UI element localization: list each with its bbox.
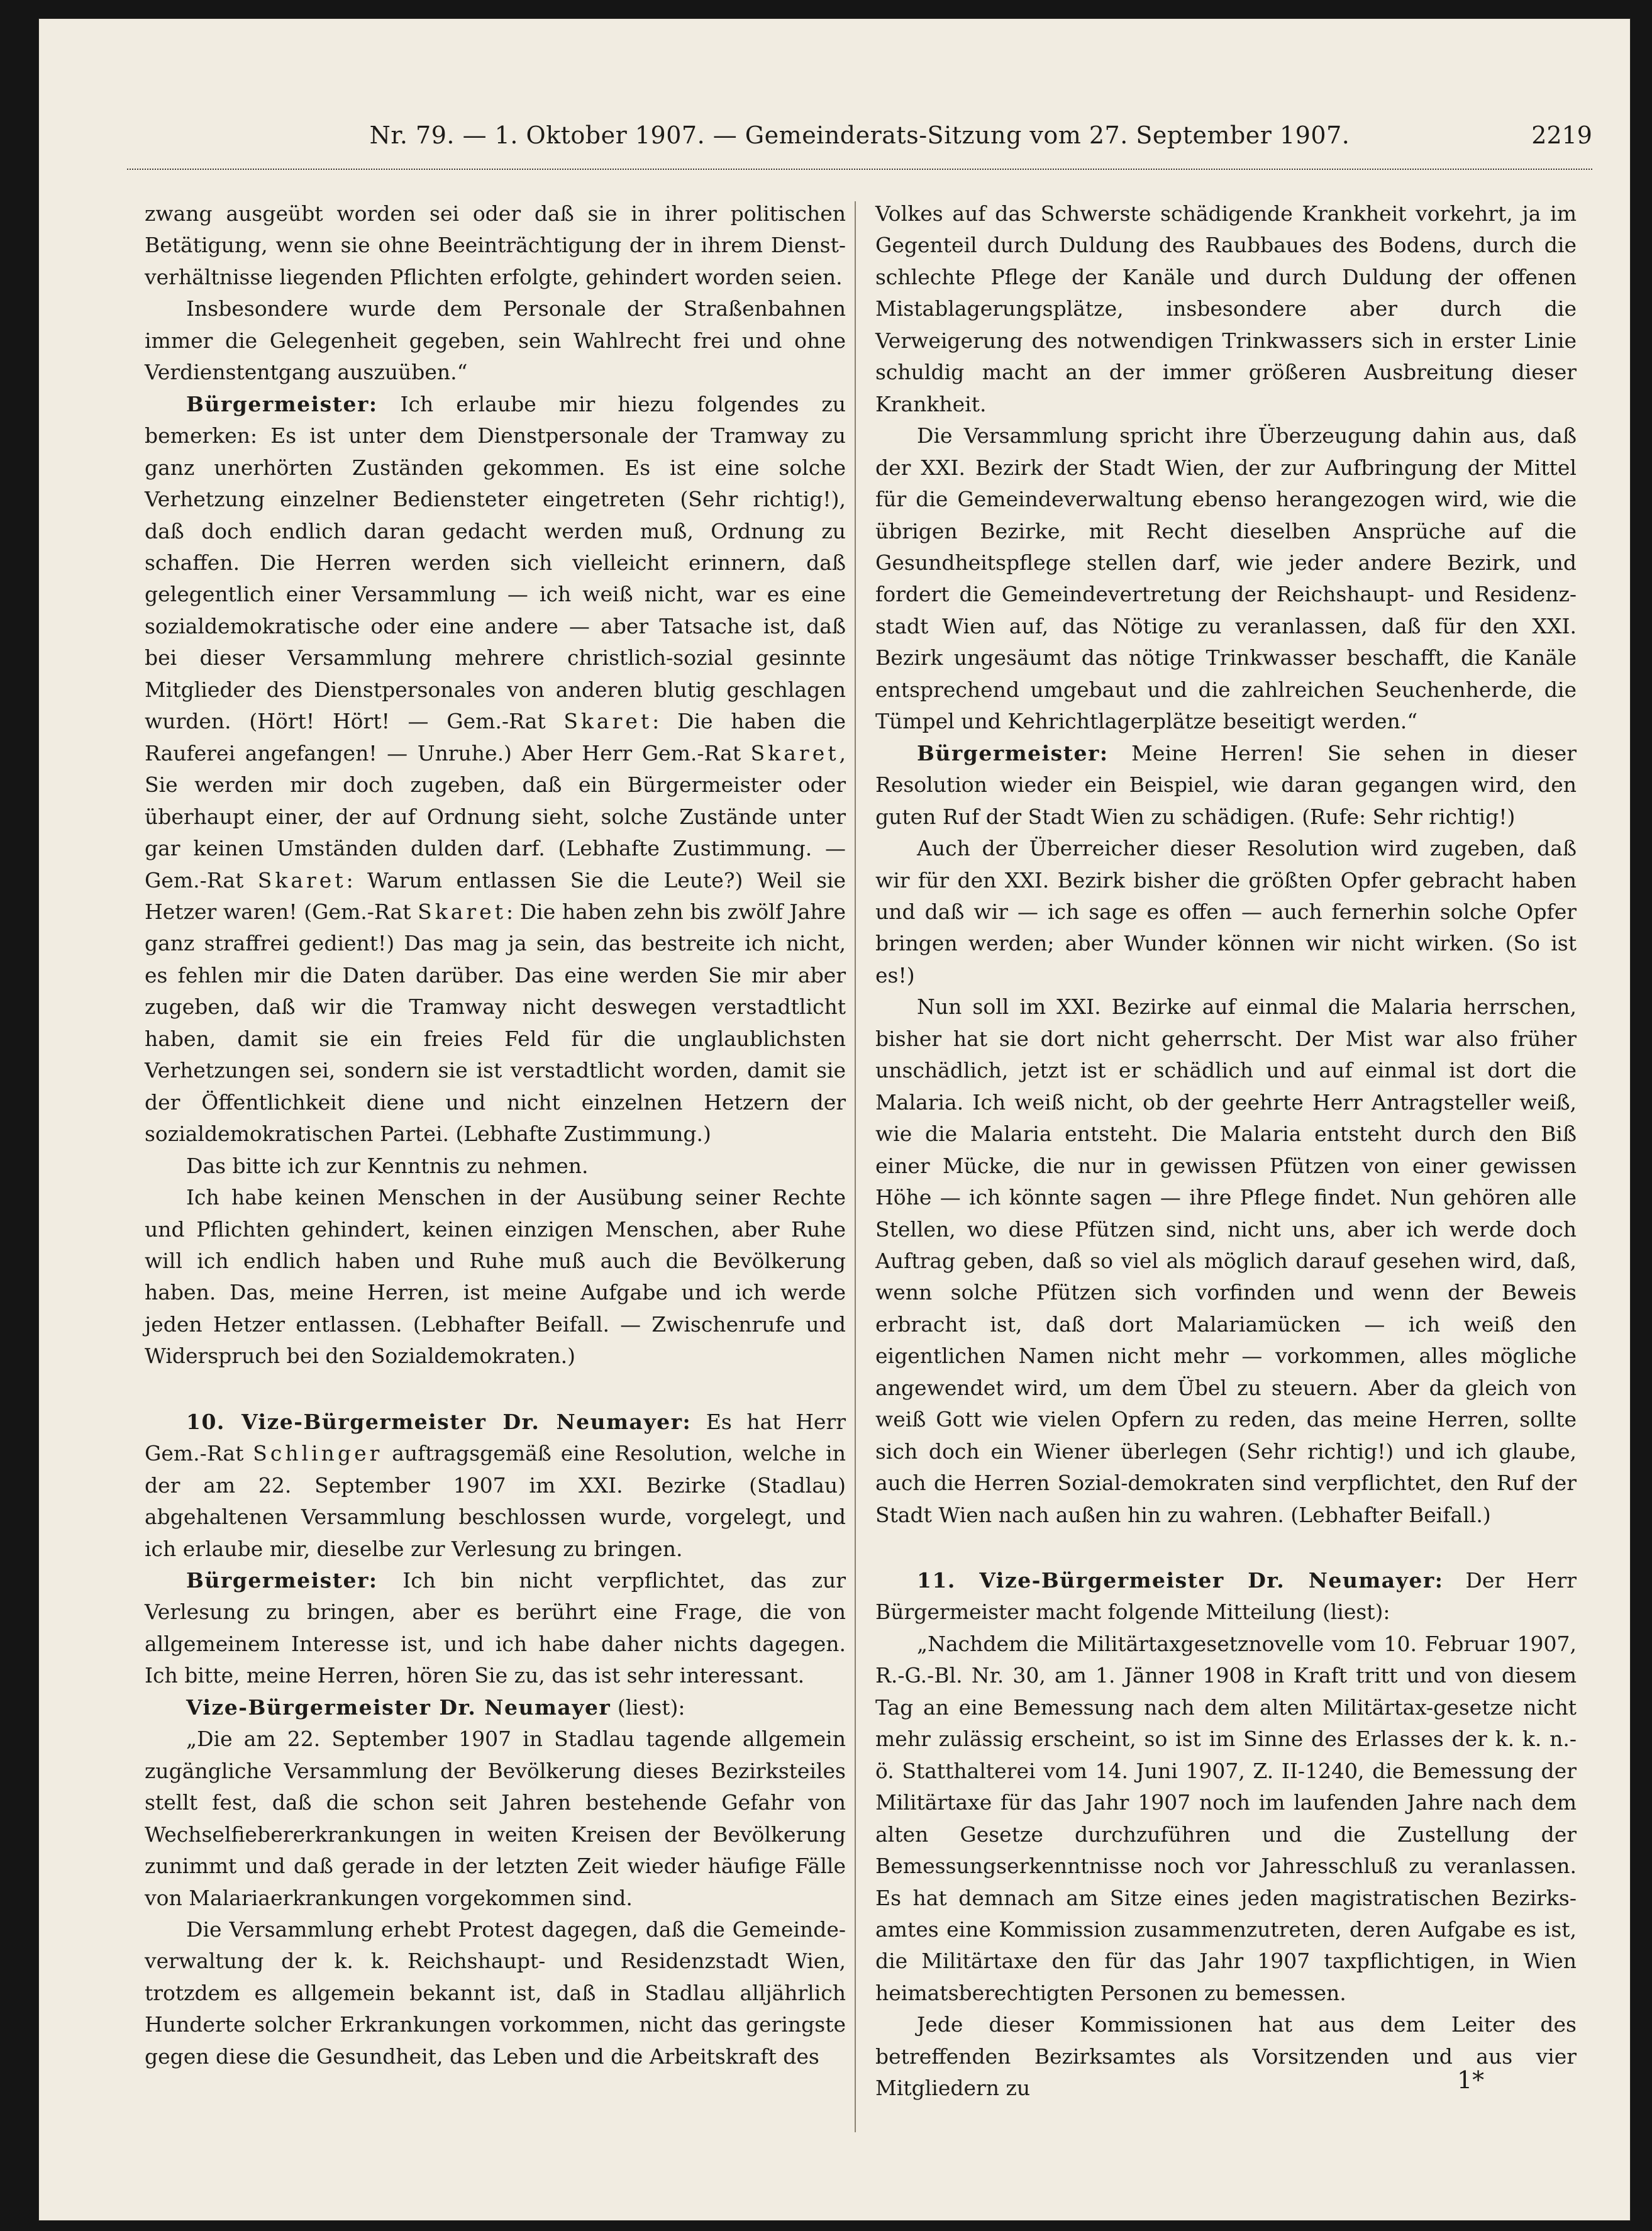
speech-text: : Die haben zehn bis zwölf Jahre ganz straffrei gedient!) Das mag ja sein, das bestreite ich nicht, es fehlen mir die Daten darüber. Das eine werden Sie mir aber zugeben, daß wir die Tramway nicht deswegen verstadtlicht haben, damit sie ein freies Feld für die unglaublichsten Verhetzungen sei, sondern sie ist verstadtlicht worden, damit sie der Öffentlichkeit diene und nicht einzelnen Hetzern der sozialdemokratischen Partei. (Lebhafte Zustimmung.) (145, 899, 846, 1147)
left-column (145, 198, 846, 2072)
speech-text: Der Herr Bürgermeister macht folgende Mitteilung (liest): (875, 1568, 1577, 1625)
speech-text: auftragsgemäß eine Resolution, welche in der am 22. September 1907 im XXI. Bezirke (Stadlau) abgehaltenen Versammlung beschlossen wurde, vorgelegt, und ich erlaube mir, dieselbe zur Verlesung zu bringen. (145, 1441, 846, 1561)
speech-text: : Warum entlassen Sie die Leute?) Weil sie Hetzer waren! (Gem.-Rat (145, 867, 846, 924)
speech-buergermeister (875, 738, 1577, 833)
right-column (875, 198, 1577, 2105)
speech-text: , Sie werden mir doch zugeben, daß ein Bürgermeister oder überhaupt einer, der auf Ordnung sieht, solche Zustände unter gar keinen Umständen dulden darf. (Lebhafte Zustimmung. — Gem.-Rat (145, 740, 846, 893)
paragraph: zwang ausgeübt worden sei oder daß sie in ihrer politischen Betätigung, wenn sie ohne Beeinträchtigung der in ihrem Dienst-verhältnisse liegenden Pflichten erfolgte, gehindert worden seien. (145, 201, 846, 289)
paragraph: Ich habe keinen Menschen in der Ausübung seiner Rechte und Pflichten gehindert, keinen einzigen Menschen, aber Ruhe will ich endlich haben und Ruhe muß auch die Bevölkerung haben. Das, meine Herren, ist meine Aufgabe und ich werde jeden Hetzer entlassen. (Lebhafter Beifall. — Zwischenrufe und Widerspruch bei den Sozialdemokraten.) (145, 1185, 846, 1369)
speech-text: Meine Herren! Sie sehen in dieser Resolution wieder ein Beispiel, wie daran gegangen wird, den guten Ruf der Stadt Wien zu schädigen. (Rufe: Sehr richtig!) (875, 740, 1577, 829)
page-number: 2219 (1531, 121, 1592, 149)
speaker-name: Bürgermeister: (186, 391, 378, 416)
speech-buergermeister (145, 389, 846, 1150)
page-header (127, 113, 1592, 157)
communication-text: Jede dieser Kommissionen hat aus dem Leiter des betreffenden Bezirksamtes als Vorsitzenden und aus vier Mitgliedern zu (875, 2012, 1577, 2101)
paragraph: Das bitte ich zur Kenntnis zu nehmen. (186, 1153, 589, 1178)
interjector-name: Skaret (750, 740, 840, 765)
speaker-name: 10. Vize-Bürgermeister Dr. Neumayer: (186, 1409, 692, 1434)
speaker-name: 11. Vize-Bürgermeister Dr. Neumayer: (917, 1568, 1444, 1593)
interjector-name: Skaret (563, 709, 653, 734)
paragraph: Auch der Überreicher dieser Resolution wird zugeben, daß wir für den XXI. Bezirk bisher die größten Opfer gebracht haben und daß wir — ich sage es offen — auch fernerhin solche Opfer bringen werden; aber Wunder können wir nicht wirken. (So ist es!) (875, 836, 1577, 988)
column-divider (855, 201, 856, 2132)
interjector-name: Skaret (257, 867, 346, 893)
speech-text: Es hat Herr Gem.-Rat (145, 1409, 846, 1466)
interjector-name: Skaret (418, 899, 506, 924)
paragraph: Nun soll im XXI. Bezirke auf einmal die Malaria herrschen, bisher hat sie dort nicht geherrscht. Der Mist war also früher unschädlich, jetzt ist er schädlich und auf einmal ist dort die Malaria. Ich weiß nicht, ob der geehrte Herr Antragsteller weiß, wie die Malaria entsteht. Die Malaria entsteht durch den Biß einer Mücke, die nur in gewissen Pfützen von einer gewissen Höhe — ich könnte sagen — ihre Pflege findet. Nun gehören alle Stellen, wo diese Pfützen sind, nicht uns, aber ich werde doch Auftrag geben, daß so viel als möglich darauf gesehen wird, daß, wenn solche Pfützen sich vorfinden und wenn der Beweis erbracht ist, daß dort Malariamücken — ich weiß den eigentlichen Namen nicht mehr — vorkommen, alles mögliche angewendet wird, um dem Übel zu steuern. Aber da gleich von weiß Gott wie vielen Opfern zu reden, das meine Herren, sollte sich doch ein Wiener überlegen (Sehr richtig!) und ich glaube, auch die Herren Sozial-demokraten sind verpflichtet, den Ruf der Stadt Wien nach außen hin zu wahren. (Lebhafter Beifall.) (875, 994, 1577, 1527)
paragraph: Insbesondere wurde dem Personale der Straßenbahnen immer die Gelegenheit gegeben, sein Wahlrecht frei und ohne Verdienstentgang auszuüben.“ (145, 296, 846, 385)
reading-intro (145, 1692, 846, 1723)
speaker-name: Vize-Bürgermeister Dr. Neumayer (186, 1694, 611, 1720)
resolution-text: Volkes auf das Schwerste schädigende Krankheit vorkehrt, ja im Gegenteil durch Duldung des Raubbaues des Bodens, durch die schlechte Pflege der Kanäle und durch Duldung der offenen Mistablagerungsplätze, insbesondere aber durch die Verweigerung des notwendigen Trinkwassers sich in erster Linie schuldig macht an der immer größeren Ausbreitung dieser Krankheit. (875, 201, 1577, 416)
signature-mark: 1* (1457, 2066, 1485, 2094)
speech-buergermeister (145, 1565, 846, 1692)
agenda-item-10 (145, 1406, 846, 1565)
resolution-text: Die Versammlung erhebt Protest dagegen, daß die Gemeinde-verwaltung der k. k. Reichshaupt- und Residenzstadt Wien, trotzdem es allgemein bekannt ist, daß in Stadlau alljährlich Hunderte solcher Erkrankungen vorkommen, nicht das geringste gegen diese die Gesundheit, das Leben und die Arbeitskraft des (145, 1917, 846, 2069)
speech-text: Ich bin nicht verpflichtet, das zur Verlesung zu bringen, aber es berührt eine Frage, die von allgemeinem Interesse ist, und ich habe daher nichts dagegen. Ich bitte, meine Herren, hören Sie zu, das ist sehr interessant. (145, 1568, 846, 1688)
resolution-text: Die Versammlung spricht ihre Überzeugung dahin aus, daß der XXI. Bezirk der Stadt Wien, der zur Aufbringung der Mittel für die Gemeindeverwaltung ebenso herangezogen wird, wie die übrigen Bezirke, mit Recht dieselben Ansprüche auf die Gesundheitspflege stellen darf, wie jeder andere Bezirk, und fordert die Gemeindevertretung der Reichshaupt- und Residenz-stadt Wien auf, das Nötige zu veranlassen, daß für den XXI. Bezirk ungesäumt das nötige Trinkwasser beschafft, die Kanäle entsprechend umgebaut und die zahlreichen Seuchenherde, die Tümpel und Kehrichtlagerplätze beseitigt werden.“ (875, 423, 1577, 734)
speaker-name: Bürgermeister: (186, 1568, 378, 1593)
councillor-name: Schlinger (253, 1441, 383, 1466)
resolution-text: „Die am 22. September 1907 in Stadlau tagende allgemein zugängliche Versammlung der Bevölkerung dieses Bezirksteiles stellt fest, daß die schon seit Jahren bestehende Gefahr von Wechselfiebererkrankungen in weiten Kreisen der Bevölkerung zunimmt und daß gerade in der letzten Zeit wieder häufige Fälle von Malariaerkrankungen vorgekommen sind. (145, 1727, 846, 1910)
communication-text: „Nachdem die Militärtaxgesetznovelle vom 10. Februar 1907, R.-G.-Bl. Nr. 30, am 1. Jänner 1908 in Kraft tritt und von diesem Tag an eine Bemessung nach dem alten Militärtax-gesetze nicht mehr zulässig erscheint, so ist im Sinne des Erlasses der k. k. n.-ö. Statthalterei vom 14. Juni 1907, Z. II-1240, die Bemessung der Militärtaxe für das Jahr 1907 noch im laufenden Jahre nach dem alten Gesetze durchzuführen und die Zustellung der Bemessungserkenntnisse noch vor Jahresschluß zu veranlassen. Es hat demnach am Sitze eines jeden magistratischen Bezirks-amtes eine Kommission zusammenzutreten, deren Aufgabe es ist, die Militärtaxe den für das Jahr 1907 taxpflichtigen, in Wien heimatsberechtigten Personen zu bemessen. (875, 1631, 1577, 2005)
speech-text: (liest): (611, 1694, 685, 1720)
header-title: Nr. 79. — 1. Oktober 1907. — Gemeinderats-Sitzung vom 27. September 1907. (369, 121, 1350, 149)
newspaper-page (39, 19, 1630, 2220)
speech-text: Ich erlaube mir hiezu folgendes zu bemerken: Es ist unter dem Dienstpersonale der Tramway zu ganz unerhörten Zuständen gekommen. Es ist eine solche Verhetzung einzelner Bediensteter eingetreten (Sehr richtig!), daß doch endlich daran gedacht werden muß, Ordnung zu schaffen. Die Herren werden sich vielleicht erinnern, daß gelegentlich einer Versammlung — ich weiß nicht, war es eine sozialdemokratische oder eine andere — aber Tatsache ist, daß bei dieser Versammlung mehrere christlich-sozial gesinnte Mitglieder des Dienstpersonales von anderen blutig geschlagen wurden. (Hört! Hört! — Gem.-Rat (145, 391, 846, 734)
speech-text: : Die haben die Rauferei angefangen! — Unruhe.) Aber Herr Gem.-Rat (145, 709, 846, 765)
speaker-name: Bürgermeister: (917, 740, 1109, 765)
agenda-item-11 (875, 1565, 1577, 1628)
header-rule (127, 162, 1592, 170)
